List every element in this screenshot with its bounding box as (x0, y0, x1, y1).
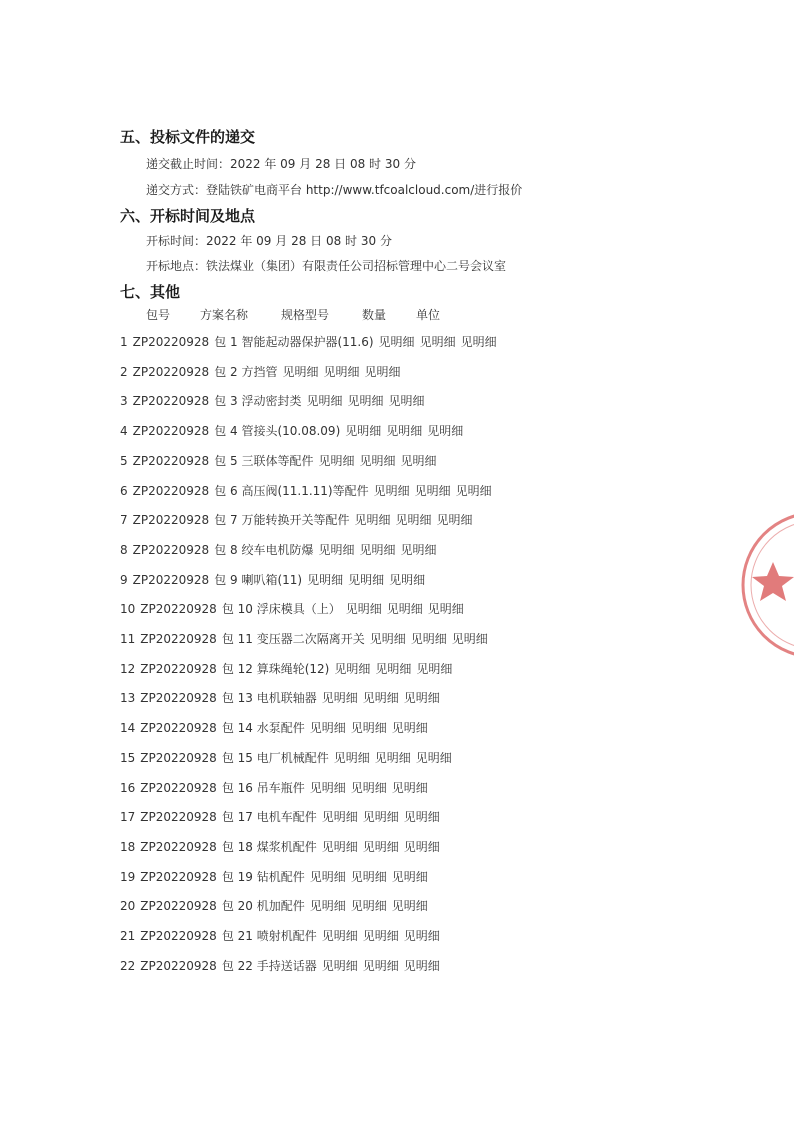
row-spec: 见明细 (369, 632, 406, 646)
row-name: 包 18 煤浆机配件 (221, 840, 317, 854)
row-name: 包 11 变压器二次隔离开关 (221, 632, 365, 646)
row-code: ZP20220928 (140, 899, 217, 913)
row-no: 18 (120, 840, 136, 854)
row-unit: 见明细 (403, 840, 440, 854)
row-name: 包 10 浮床模具（上） (221, 602, 341, 616)
table-row (120, 630, 493, 647)
section7-heading: 七、其他 (120, 283, 181, 301)
opening-place: 开标地点：铁法煤业（集团）有限责任公司招标管理中心二号会议室 (146, 259, 507, 273)
row-spec: 见明细 (282, 365, 319, 379)
table-row (120, 689, 445, 706)
row-qty: 见明细 (347, 394, 384, 408)
row-unit: 见明细 (389, 573, 426, 587)
row-name: 包 17 电机车配件 (221, 810, 317, 824)
row-unit: 见明细 (460, 335, 497, 349)
row-qty: 见明细 (362, 929, 399, 943)
row-spec: 见明细 (345, 602, 382, 616)
row-name: 包 8 绞车电机防爆 (214, 543, 314, 557)
row-unit: 见明细 (403, 929, 440, 943)
row-name: 包 1 智能起动器保护器(11.6) (214, 335, 374, 349)
table-row (120, 749, 457, 766)
row-name: 包 9 喇叭箱(11) (214, 573, 303, 587)
row-unit: 见明细 (451, 632, 488, 646)
row-unit: 见明细 (391, 899, 428, 913)
row-spec: 见明细 (309, 721, 346, 735)
row-code: ZP20220928 (132, 573, 210, 587)
table-row (120, 482, 497, 499)
column-header-quantity: 数量 (362, 308, 387, 322)
row-qty: 见明细 (414, 484, 451, 498)
row-no: 13 (120, 691, 136, 705)
row-name: 包 13 电机联轴器 (221, 691, 317, 705)
table-row (120, 957, 445, 974)
table-row (120, 838, 445, 855)
row-qty: 见明细 (348, 573, 385, 587)
row-unit: 见明细 (403, 691, 440, 705)
row-qty: 见明细 (419, 335, 456, 349)
submission-deadline: 递交截止时间：2022 年 09 月 28 日 08 时 30 分 (146, 157, 416, 171)
row-name: 包 14 水泵配件 (221, 721, 305, 735)
row-spec: 见明细 (321, 929, 358, 943)
row-spec: 见明细 (318, 454, 355, 468)
table-row (120, 927, 445, 944)
row-code: ZP20220928 (132, 484, 210, 498)
row-qty: 见明细 (375, 662, 412, 676)
row-name: 包 4 管接头(10.08.09) (214, 424, 341, 438)
row-no: 15 (120, 751, 136, 765)
row-qty: 见明细 (395, 513, 432, 527)
row-spec: 见明细 (321, 691, 358, 705)
row-unit: 见明细 (427, 602, 464, 616)
row-unit: 见明细 (427, 424, 464, 438)
row-qty: 见明细 (323, 365, 360, 379)
row-no: 22 (120, 959, 136, 973)
row-qty: 见明细 (386, 424, 423, 438)
row-name: 包 21 喷射机配件 (221, 929, 317, 943)
table-row (120, 868, 433, 885)
row-spec: 见明细 (306, 394, 343, 408)
submission-method: 递交方式：登陆铁矿电商平台 http://www.tfcoalcloud.com/进行报价 (146, 183, 523, 197)
row-code: ZP20220928 (140, 959, 217, 973)
row-unit: 见明细 (436, 513, 473, 527)
row-code: ZP20220928 (140, 602, 217, 616)
row-spec: 见明细 (378, 335, 415, 349)
row-code: ZP20220928 (140, 840, 217, 854)
row-code: ZP20220928 (132, 543, 210, 557)
row-code: ZP20220928 (140, 870, 217, 884)
table-row (120, 600, 469, 617)
row-code: ZP20220928 (140, 721, 217, 735)
table-row (120, 511, 478, 528)
row-qty: 见明细 (350, 721, 387, 735)
row-spec: 见明细 (333, 751, 370, 765)
seal-graphic (735, 500, 794, 670)
row-no: 12 (120, 662, 136, 676)
column-header-plan-name: 方案名称 (200, 308, 249, 322)
table-row (120, 808, 445, 825)
row-unit: 见明细 (364, 365, 401, 379)
company-seal (735, 500, 794, 670)
row-qty: 见明细 (386, 602, 423, 616)
row-no: 19 (120, 870, 136, 884)
row-name: 包 19 钻机配件 (221, 870, 305, 884)
row-unit: 见明细 (391, 781, 428, 795)
row-no: 7 (120, 513, 128, 527)
row-name: 包 3 浮动密封类 (214, 394, 302, 408)
table-row (120, 660, 457, 677)
row-code: ZP20220928 (132, 424, 210, 438)
section6-heading: 六、开标时间及地点 (120, 207, 256, 225)
row-code: ZP20220928 (140, 781, 217, 795)
row-unit: 见明细 (403, 959, 440, 973)
row-name: 包 5 三联体等配件 (214, 454, 314, 468)
row-spec: 见明细 (321, 959, 358, 973)
row-code: ZP20220928 (140, 929, 217, 943)
row-spec: 见明细 (321, 840, 358, 854)
row-spec: 见明细 (345, 424, 382, 438)
opening-time: 开标时间：2022 年 09 月 28 日 08 时 30 分 (146, 234, 392, 248)
row-spec: 见明细 (318, 543, 355, 557)
row-name: 包 12 算珠绳轮(12) (221, 662, 330, 676)
row-no: 4 (120, 424, 128, 438)
row-unit: 见明细 (400, 454, 437, 468)
row-no: 17 (120, 810, 136, 824)
row-qty: 见明细 (359, 454, 396, 468)
row-no: 3 (120, 394, 128, 408)
section5-heading: 五、投标文件的递交 (120, 128, 256, 146)
row-code: ZP20220928 (132, 513, 210, 527)
row-name: 包 20 机加配件 (221, 899, 305, 913)
table-row (120, 333, 502, 350)
row-spec: 见明细 (309, 899, 346, 913)
row-unit: 见明细 (388, 394, 425, 408)
row-qty: 见明细 (374, 751, 411, 765)
row-code: ZP20220928 (132, 454, 210, 468)
row-unit: 见明细 (416, 662, 453, 676)
row-no: 11 (120, 632, 136, 646)
row-spec: 见明细 (373, 484, 410, 498)
row-code: ZP20220928 (140, 810, 217, 824)
row-no: 6 (120, 484, 128, 498)
row-unit: 见明细 (391, 870, 428, 884)
row-qty: 见明细 (362, 840, 399, 854)
row-no: 14 (120, 721, 136, 735)
table-row (120, 719, 433, 736)
row-name: 包 2 方挡管 (214, 365, 278, 379)
row-code: ZP20220928 (140, 632, 217, 646)
table-row (120, 571, 430, 588)
row-spec: 见明细 (334, 662, 371, 676)
row-name: 包 7 万能转换开关等配件 (214, 513, 350, 527)
row-qty: 见明细 (362, 810, 399, 824)
row-name: 包 6 高压阀(11.1.11)等配件 (214, 484, 369, 498)
row-qty: 见明细 (362, 691, 399, 705)
row-spec: 见明细 (307, 573, 344, 587)
table-row (120, 392, 430, 409)
table-row (120, 452, 442, 469)
row-unit: 见明细 (415, 751, 452, 765)
row-no: 16 (120, 781, 136, 795)
row-no: 9 (120, 573, 128, 587)
row-no: 8 (120, 543, 128, 557)
row-qty: 见明细 (410, 632, 447, 646)
row-code: ZP20220928 (140, 662, 217, 676)
row-no: 5 (120, 454, 128, 468)
row-code: ZP20220928 (132, 335, 210, 349)
column-header-package-no: 包号 (146, 308, 171, 322)
row-qty: 见明细 (350, 781, 387, 795)
row-spec: 见明细 (309, 870, 346, 884)
row-no: 20 (120, 899, 136, 913)
column-header-spec: 规格型号 (281, 308, 330, 322)
column-header-unit: 单位 (416, 308, 441, 322)
row-name: 包 22 手持送话器 (221, 959, 317, 973)
row-name: 包 15 电厂机械配件 (221, 751, 329, 765)
table-row (120, 422, 468, 439)
row-code: ZP20220928 (132, 394, 210, 408)
row-spec: 见明细 (321, 810, 358, 824)
row-unit: 见明细 (403, 810, 440, 824)
row-unit: 见明细 (400, 543, 437, 557)
table-row (120, 897, 433, 914)
table-row (120, 541, 442, 558)
row-unit: 见明细 (391, 721, 428, 735)
row-code: ZP20220928 (132, 365, 210, 379)
row-qty: 见明细 (362, 959, 399, 973)
row-qty: 见明细 (359, 543, 396, 557)
row-spec: 见明细 (309, 781, 346, 795)
row-qty: 见明细 (350, 899, 387, 913)
table-row (120, 779, 433, 796)
row-no: 1 (120, 335, 128, 349)
row-no: 21 (120, 929, 136, 943)
table-row (120, 363, 406, 380)
row-spec: 见明细 (354, 513, 391, 527)
row-code: ZP20220928 (140, 751, 217, 765)
row-no: 10 (120, 602, 136, 616)
row-unit: 见明细 (455, 484, 492, 498)
row-no: 2 (120, 365, 128, 379)
row-code: ZP20220928 (140, 691, 217, 705)
row-name: 包 16 吊车瓶件 (221, 781, 305, 795)
row-qty: 见明细 (350, 870, 387, 884)
